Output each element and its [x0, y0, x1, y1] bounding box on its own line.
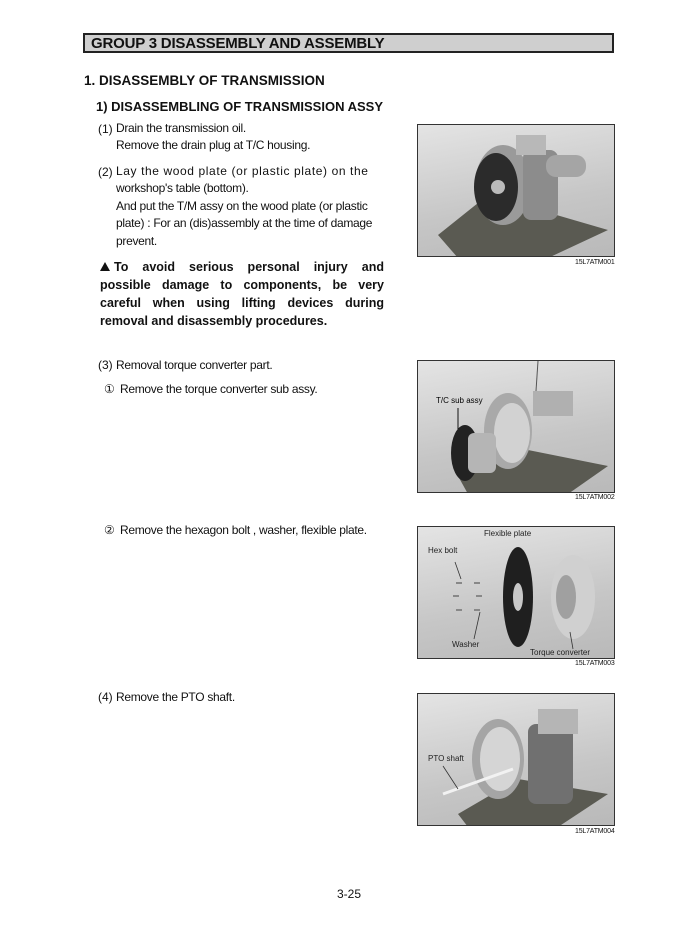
group-header	[83, 33, 614, 53]
figure-2-caption: 15L7ATM002	[575, 494, 615, 501]
label-torque-converter: Torque converter	[530, 648, 591, 657]
step-3-1-text: Remove the torque converter sub assy.	[120, 382, 318, 396]
warning-note	[100, 258, 384, 330]
label-pto-shaft: PTO shaft	[428, 754, 464, 763]
label-tc-sub-assy: T/C sub assy	[436, 396, 483, 405]
tc-removal-illustration	[418, 361, 615, 493]
group-header-text: GROUP 3 DISASSEMBLY AND ASSEMBLY	[91, 35, 385, 52]
step-3-text: Removal torque converter part.	[116, 358, 273, 372]
figure-3-caption: 15L7ATM003	[575, 660, 615, 667]
warning-triangle-icon	[100, 262, 110, 271]
figure-flexible-plate-parts-photo	[417, 526, 615, 659]
step-3-1-number: ①	[104, 382, 115, 396]
step-1-number: (1)	[98, 122, 113, 136]
figure-pto-shaft-removal-photo	[417, 693, 615, 826]
label-hex-bolt: Hex bolt	[428, 546, 458, 555]
step-2-line-4: plate) : For an (dis)assembly at the time of damage	[116, 216, 373, 230]
label-washer: Washer	[452, 640, 480, 649]
warning-text: To avoid serious personal injury and possible damage to components, be very careful when using lifting devices during removal and disassembly procedures.	[100, 260, 384, 328]
figure-torque-converter-removal-photo	[417, 360, 615, 493]
figure-4-caption: 15L7ATM004	[575, 828, 615, 835]
step-3-2-text: Remove the hexagon bolt , washer, flexible plate.	[120, 523, 367, 537]
step-4-text: Remove the PTO shaft.	[116, 690, 235, 704]
step-2-line-1: Lay the wood plate (or plastic plate) on the	[116, 164, 369, 178]
section-title: 1. DISASSEMBLY OF TRANSMISSION	[84, 73, 325, 88]
step-1-line-1: Drain the transmission oil.	[116, 121, 246, 135]
step-2-line-2: workshop's table (bottom).	[116, 181, 249, 195]
figure-1-caption: 15L7ATM001	[575, 259, 615, 266]
step-2-number: (2)	[98, 165, 113, 179]
figure-transmission-assy-photo	[417, 124, 615, 257]
page-number: 3-25	[337, 887, 362, 901]
step-2-line-3: And put the T/M assy on the wood plate (or plastic	[116, 199, 368, 213]
step-3-2-number: ②	[104, 523, 115, 537]
subsection-title: 1) DISASSEMBLING OF TRANSMISSION ASSY	[96, 99, 383, 114]
step-3-number: (3)	[98, 358, 113, 372]
label-flexible-plate: Flexible plate	[484, 529, 532, 538]
transmission-illustration	[418, 125, 615, 257]
step-1-line-2: Remove the drain plug at T/C housing.	[116, 138, 311, 152]
step-2-line-5: prevent.	[116, 234, 157, 248]
step-4-number: (4)	[98, 690, 113, 704]
